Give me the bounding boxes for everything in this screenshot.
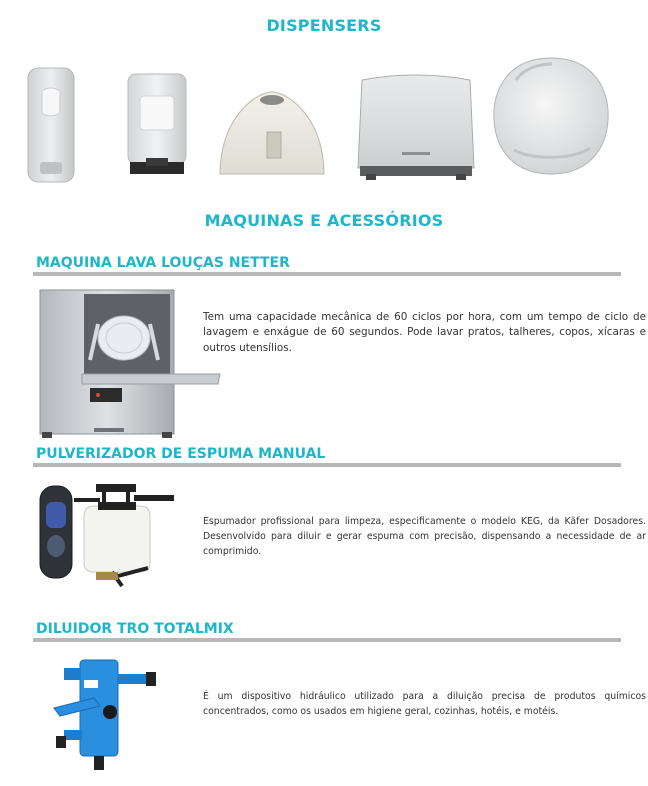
soap-dispenser-icon (26, 66, 76, 184)
product-title-foam-sprayer: PULVERIZADOR DE ESPUMA MANUAL (36, 446, 326, 462)
machines-title: MAQUINAS E ACESSÓRIOS (204, 211, 444, 230)
foam-sprayer-icon (38, 478, 178, 590)
toilet-paper-dispenser-icon (490, 54, 612, 180)
product-description-foam-sprayer: Espumador profissional para limpeza, especificamente o modelo KEG, da Käfer Dosadores. Desenvolvido para diluir e gerar espuma com precisão, dispensando a necessidade de ar comprimido. (203, 516, 646, 557)
product-title-diluter: DILUIDOR TRO TOTALMIX (36, 621, 234, 637)
product-description-diluter: É um dispositivo hidráulico utilizado para a diluição precisa de produtos químicos concentrados, como os usados em higiene geral, cozinhas, hotéis, e motéis. (203, 691, 646, 717)
section-divider (33, 638, 621, 642)
diluter-icon (50, 656, 160, 776)
product-description-dishwasher: Tem uma capacidade mecânica de 60 ciclos por hora, com um tempo de ciclo de lavagem e enxágue de 60 segundos. Pode lavar pratos, talheres, copos, xícaras e outros utensílios. (203, 311, 646, 354)
dispensers-title: DISPENSERS (266, 16, 382, 35)
paper-towel-dispenser-icon (356, 70, 476, 182)
product-title-dishwasher: MAQUINA LAVA LOUÇAS NETTER (36, 255, 290, 271)
dishwasher-icon (38, 288, 222, 440)
dispensers-row (0, 48, 648, 188)
sanitizer-dispenser-icon (126, 72, 188, 180)
section-divider (33, 463, 621, 467)
section-divider (33, 272, 621, 276)
napkin-dispenser-icon (216, 88, 328, 180)
